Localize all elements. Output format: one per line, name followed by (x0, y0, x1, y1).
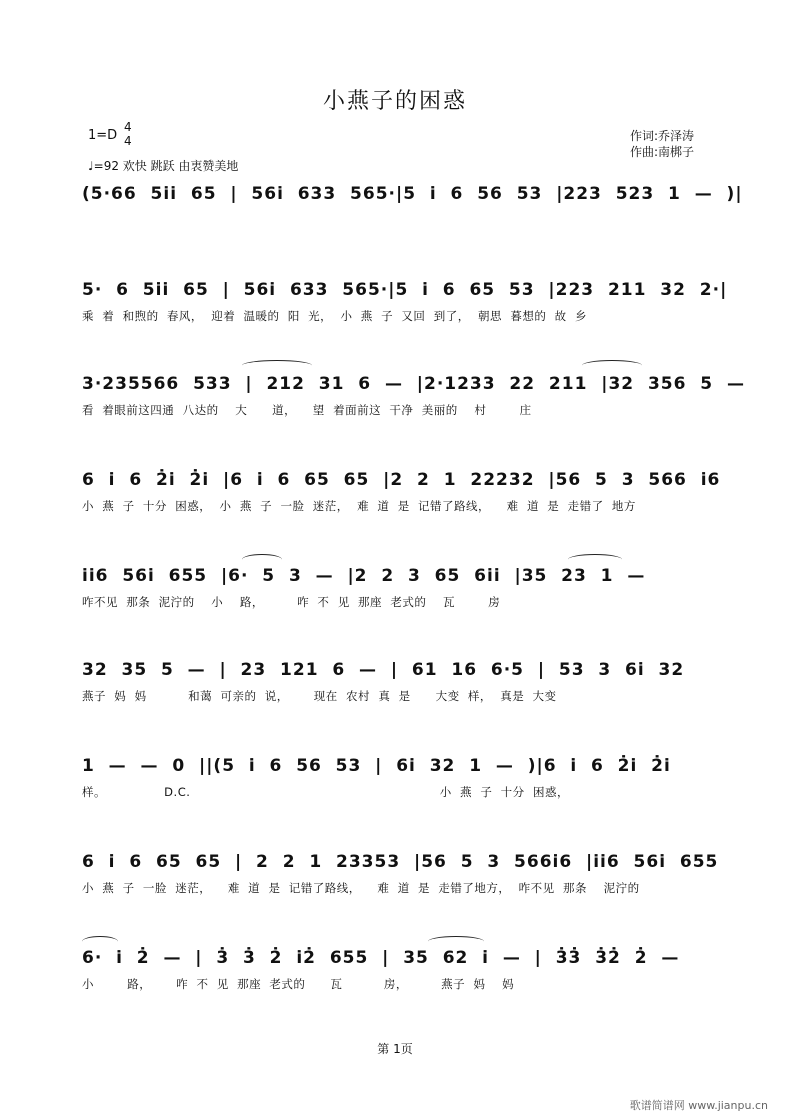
lyrics: 小 路， 咋 不 见 那座 老式的 瓦 房， 燕子 妈 妈 (82, 977, 515, 991)
lyrics: 小 燕 子 一脸 迷茫， 难 道 是 记错了路线， 难 道 是 走错了地方， 咋不见 那条 泥泞的 (82, 881, 640, 895)
time-signature (124, 120, 132, 148)
slur (582, 360, 642, 371)
notes: 6 i̇ 6 2̇i̇ 2̇i̇ |6 i̇ 6 65 65 |2 2 1 22232 |56 5 3 566 i̇6 (82, 470, 721, 490)
slur (242, 360, 312, 371)
score-row (82, 566, 722, 626)
score-row (82, 470, 722, 530)
notes: i̇i̇6 56i̇ 655 |6· 5 3 — |2 2 3 65 6i̇i̇ |35 23 1 — (82, 566, 646, 586)
watermark: 歌谱简谱网 www.jianpu.cn (629, 1099, 768, 1112)
credits (630, 128, 694, 160)
lyrics: 咋不见 那条 泥泞的 小 路， 咋 不 见 那座 老式的 瓦 房 (82, 595, 501, 609)
score-row (82, 948, 722, 1008)
score-row (82, 374, 745, 434)
time-sig-top: 4 (124, 120, 132, 134)
notes: 6 i̇ 6 65 65 | 2 2 1 23353 |56 5 3 566i̇6 |i̇i̇6 56i̇ 655 (82, 852, 719, 872)
score-row (82, 756, 722, 816)
notes: (5·66 5i̇i̇ 65 | 56i̇ 633 565·|5 i̇ 6 56 53 |223 523 1 — )| (82, 184, 743, 204)
song-title: 小燕子的困惑 (322, 89, 467, 114)
notes: 1 — — 0 ||(5 i̇ 6 56 53 | 6i̇ 32 1 — )|6 i̇ 6 2̇i̇ 2̇i̇ (82, 756, 671, 776)
score-row (82, 184, 743, 244)
notes: 5· 6 5i̇i̇ 65 | 56i̇ 633 565·|5 i̇ 6 65 53 |223 211 32 2·| (82, 280, 728, 300)
lyricist: 作词:乔泽涛 (630, 129, 695, 143)
key-signature: 1=D (88, 128, 118, 143)
lyrics: 乘 着 和煦的 春风， 迎着 温暖的 阳 光， 小 燕 子 又回 到了， 朝思 暮想的 故 乡 (82, 309, 587, 323)
slur (428, 936, 484, 947)
lyrics: 燕子 妈 妈 和蔼 可亲的 说， 现在 农村 真 是 大变 样， 真是 大变 (82, 689, 557, 703)
notes: 3·235566 533 | 212 31 6 — |2·1233 22 211 |32 356 5 — (82, 374, 745, 394)
lyrics: 样。 D.C. 小 燕 子 十分 困惑， (82, 785, 569, 799)
score-row (82, 852, 722, 912)
composer: 作曲:南梆子 (630, 145, 695, 159)
slur (242, 554, 282, 565)
notes: 32 35 5 — | 23 121 6 — | 61 16 6·5 | 53 3 6i̇ 32 (82, 660, 685, 680)
notes: 6· i̇ 2̇ — | 3̇ 3̇ 2̇ i̇2̇ 655 | 35 62 i̇ — | 3̇3̇ 3̇2̇ 2̇ — (82, 948, 680, 968)
tempo-marking: ♩=92 欢快 跳跃 由衷赞美地 (88, 159, 239, 173)
score-row (82, 280, 728, 340)
score-row (82, 660, 722, 720)
time-sig-bottom: 4 (124, 134, 132, 148)
slur (568, 554, 622, 565)
page-number: 第 1页 (377, 1042, 413, 1056)
lyrics: 小 燕 子 十分 困惑， 小 燕 子 一脸 迷茫， 难 道 是 记错了路线， 难 道 是 走错了 地方 (82, 499, 636, 513)
lyrics: 看 着眼前这四通 八达的 大 道， 望 着面前这 干净 美丽的 村 庄 (82, 403, 532, 417)
slur (82, 936, 118, 947)
